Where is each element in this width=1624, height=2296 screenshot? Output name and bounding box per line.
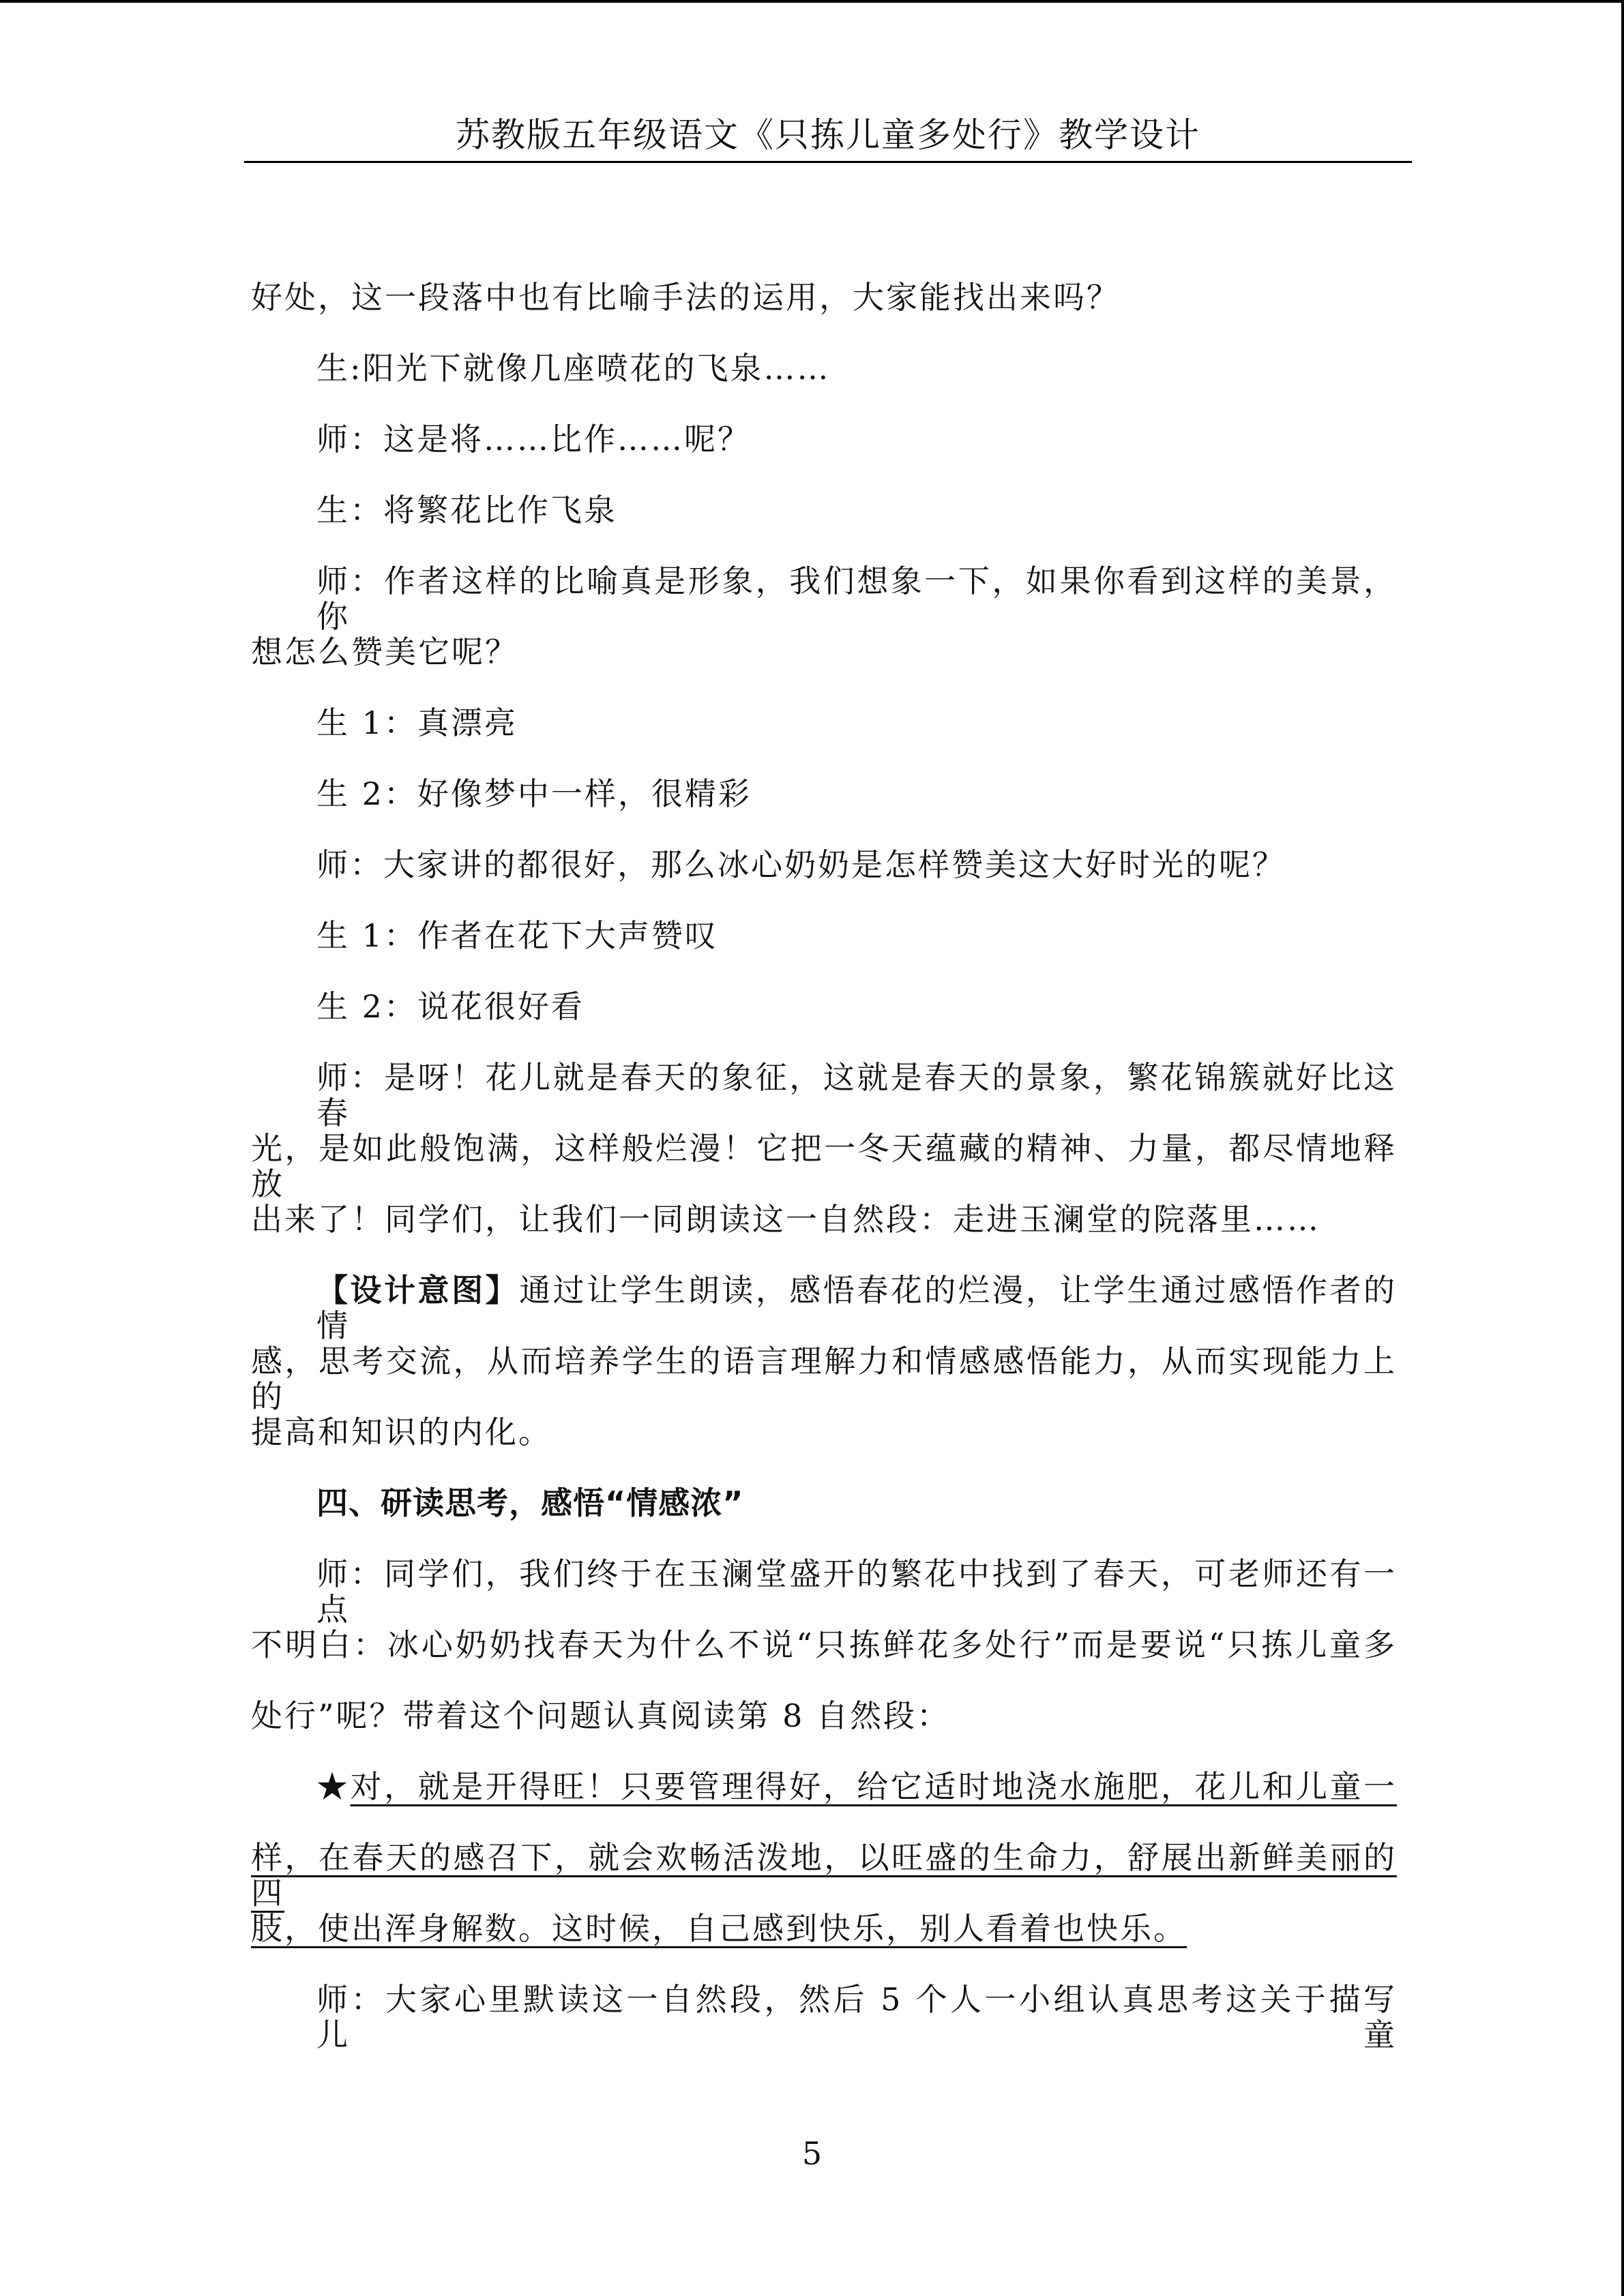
teacher-line: 师：作者这样的比喻真是形象，我们想象一下，如果你看到这样的美景，你 [316, 563, 1397, 635]
quoted-passage-text: 肢，使出浑身解数。这时候，自己感到快乐，别人看着也快乐。 [251, 1910, 1187, 1947]
student-answer-line: 生 2：说花很好看 [316, 988, 585, 1025]
student-answer-line: 生 2：好像梦中一样，很精彩 [316, 775, 752, 812]
design-intent-label: 【设计意图】 [316, 1272, 520, 1309]
student-answer-line: 生:阳光下就像几座喷花的飞泉…… [316, 350, 831, 387]
page-border-top [0, 0, 1624, 3]
text-line: 不明白：冰心奶奶找春天为什么不说“只拣鲜花多处行”而是要说“只拣儿童多 [251, 1626, 1397, 1663]
teacher-line: 师：同学们，我们终于在玉澜堂盛开的繁花中找到了春天，可老师还有一点 [316, 1555, 1397, 1628]
text-line: 想怎么赞美它呢？ [251, 633, 518, 670]
document-body [251, 280, 1397, 2053]
text-line: 好处，这一段落中也有比喻手法的运用，大家能找出来吗？ [251, 279, 1120, 316]
text-line: 处行”呢？带着这个问题认真阅读第 8 自然段： [251, 1697, 951, 1734]
quoted-passage-text: 对，就是开得旺！只要管理得好，给它适时地浇水施肥，花儿和儿童一 [350, 1768, 1398, 1805]
text-line: 光，是如此般饱满，这样般烂漫！它把一冬天蕴藏的精神、力量，都尽情地释放 [251, 1130, 1397, 1202]
teacher-line: 师：大家心里默读这一自然段，然后 5 个人一小组认真思考这关于描写儿童 [316, 1981, 1397, 2053]
section-heading: 四、研读思考，感悟“情感浓” [316, 1485, 744, 1521]
teacher-line: 师：是呀！花儿就是春天的象征，这就是春天的景象，繁花锦簇就好比这春 [316, 1059, 1397, 1131]
header-rule [244, 161, 1412, 163]
page-header-title: 苏教版五年级语文《只拣儿童多处行》教学设计 [456, 115, 1200, 155]
design-intent-text: 通过让学生朗读，感悟春花的烂漫，让学生通过感悟作者的情 [316, 1272, 1398, 1344]
text-line: 提高和知识的内化。 [251, 1414, 552, 1450]
student-answer-line: 生 1：真漂亮 [316, 704, 518, 741]
student-answer-line: 生 1：作者在花下大声赞叹 [316, 917, 718, 954]
text-line: 感，思考交流，从而培养学生的语言理解力和情感感悟能力，从而实现能力上的 [251, 1343, 1397, 1415]
quoted-passage-text: 样，在春天的感召下，就会欢畅活泼地，以旺盛的生命力，舒展出新鲜美丽的四 [251, 1839, 1397, 1911]
quoted-passage-line [251, 1769, 1397, 1804]
teacher-line: 师：这是将……比作……呢？ [316, 421, 751, 458]
page-border-right [1621, 0, 1624, 2296]
star-icon: ★ [316, 1768, 351, 1805]
text-line: 出来了！同学们，让我们一同朗读这一自然段：走进玉澜堂的院落里…… [251, 1201, 1320, 1238]
design-intent-line [251, 1272, 1398, 1344]
quoted-passage-line [251, 1911, 1397, 1946]
page-number: 5 [801, 2135, 823, 2172]
student-answer-line: 生：将繁花比作飞泉 [316, 492, 617, 528]
quoted-passage-line [251, 1839, 1397, 1911]
teacher-line: 师：大家讲的都很好，那么冰心奶奶是怎样赞美这大好时光的呢？ [316, 846, 1286, 883]
